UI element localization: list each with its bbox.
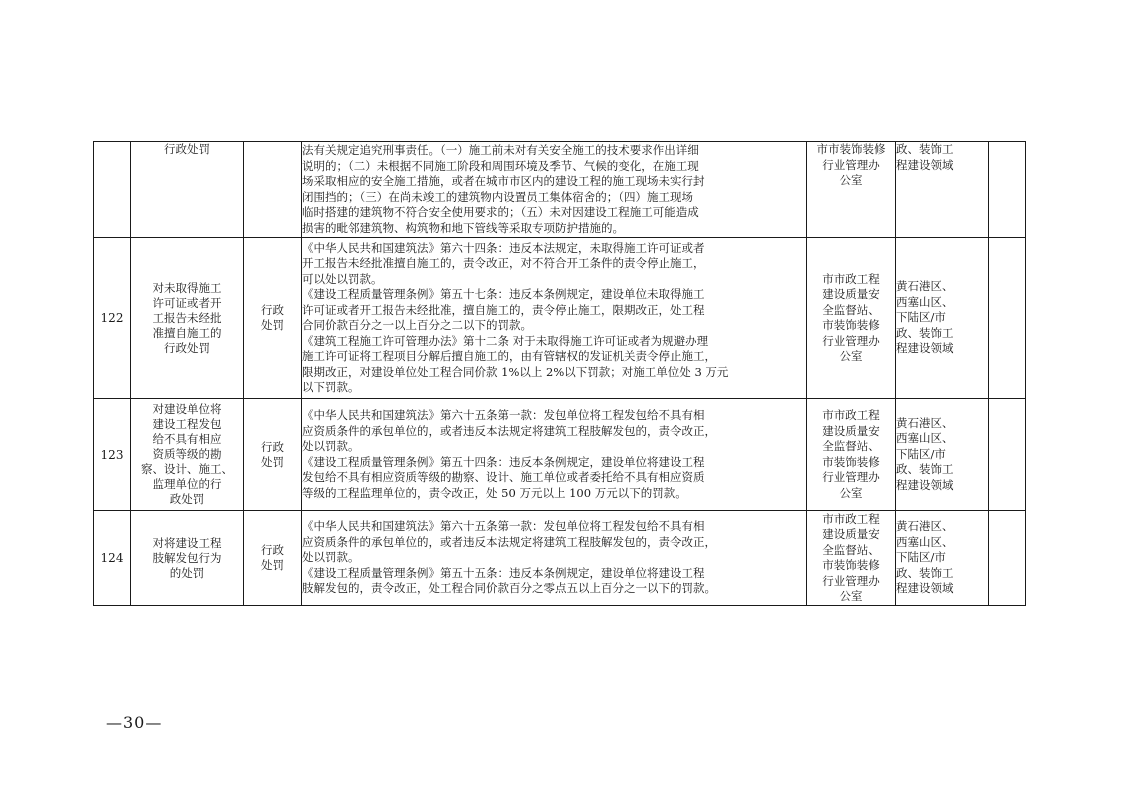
item-name: 对未取得施工 许可证或者开 工报告未经批 准擅自施工的 行政处罚: [152, 280, 222, 355]
penalty-type: 行政 处罚: [261, 303, 284, 332]
basis-paragraph: 《中华人民共和国建筑法》第六十四条：违反本法规定，未取得施工许可证或者 开工报告未经批准擅自施工的，责令改正，对不符合开工条件的责令停止施工， 可以处以罚款。: [302, 240, 705, 286]
penalty-table: [93, 141, 1026, 606]
item-name: 对建设单位将 建设工程发包 给不具有相应 资质等级的勘 察、设计、施工、 监理单位的行 政处罚: [141, 402, 233, 506]
basis-paragraph: 《中华人民共和国建筑法》第六十五条第一款：发包单位将工程发包给不具有相 应资质条件的承包单位的，或者违反本法规定将建筑工程肢解发包的，责令改正， 处以罚款。: [302, 519, 716, 565]
legal-basis: [302, 511, 807, 606]
remarks-cell: [989, 399, 1026, 511]
jurisdiction-area: 黄石港区、 西塞山区、 下陆区/市 政、装饰工 程建设领域: [896, 279, 954, 356]
basis-paragraph: 《建设工程质量管理条例》第五十四条：违反本条例规定，建设单位将建设工程 发包给不具有相应资质等级的勘察、设计、施工单位或者委托给不具有相应资质 等级的工程监理单位的，责令改正，处 50 万元以上 100 万元以下的罚款。: [302, 454, 705, 500]
responsible-department: 市市政工程 建设质量安 全监督站、 市装饰装修 行业管理办 公室: [822, 271, 880, 363]
table-row: [94, 142, 1026, 238]
responsible-department: 市市政工程 建设质量安 全监督站、 市装饰装修 行业管理办 公室: [822, 408, 880, 500]
item-name: 对将建设工程 肢解发包行为 的处罚: [152, 535, 222, 580]
remarks-cell: [989, 238, 1026, 399]
page-number: —30—: [106, 713, 163, 732]
jurisdiction-area: 黄石港区、 西塞山区、 下陆区/市 政、装饰工 程建设领域: [896, 519, 954, 596]
legal-basis: [302, 238, 807, 399]
item-name: 行政处罚: [164, 142, 210, 156]
table-row: [94, 238, 1026, 399]
remarks-cell: [989, 511, 1026, 606]
remarks-cell: [989, 142, 1026, 238]
penalty-type: 行政 处罚: [261, 543, 284, 572]
penalty-type: [244, 142, 302, 238]
basis-paragraph: 法有关规定追究刑事责任。（一）施工前未对有关安全施工的技术要求作出详细 说明的；（二）未根据不同施工阶段和周围环境及季节、气候的变化，在施工现 场采取相应的安全施工措施，或者在城市市区内的建设工程的施工现场未实行封 闭围挡的；（三）在尚未竣工的建筑物内设置员工集体宿舍的；（四）施工现场 临时搭建的建筑物不符合安全使用要求的；（五）未对因建设工程施工可能造成 损害的毗邻建筑物、构筑物和地下管线等采取专项防护措施的。: [302, 143, 705, 235]
penalty-type: 行政 处罚: [261, 439, 284, 469]
basis-paragraph: 《建筑工程施工许可管理办法》第十二条 对于未取得施工许可证或者为规避办理 施工许可证将工程项目分解后擅自施工的，由有管辖权的发证机关责令停止施工， 限期改正，对建设单位处工程合同价款 1%以上 2%以下罚款；对施工单位处 3 万元 以下罚款。: [302, 333, 729, 394]
row-number: 123: [94, 399, 131, 511]
legal-basis: [302, 142, 807, 238]
basis-paragraph: 《建设工程质量管理条例》第五十七条：违反本条例规定，建设单位未取得施工 许可证或者开工报告未经批准，擅自施工的，责令停止施工，限期改正，处工程 合同价款百分之一以上百分之二以下的罚款。: [302, 287, 705, 332]
basis-paragraph: 《建设工程质量管理条例》第五十五条：违反本条例规定，建设单位将建设工程 肢解发包的，责令改正，处工程合同价款百分之零点五以上百分之一以下的罚款。: [302, 565, 716, 596]
table-row: [94, 399, 1026, 511]
legal-basis: [302, 399, 807, 511]
responsible-department: 市市政工程 建设质量安 全监督站、 市装饰装修 行业管理办 公室: [822, 511, 880, 603]
responsible-department: 市市装饰装修 行业管理办 公室: [816, 142, 886, 187]
basis-paragraph: 《中华人民共和国建筑法》第六十五条第一款：发包单位将工程发包给不具有相 应资质条件的承包单位的，或者违反本法规定将建筑工程肢解发包的，责令改正， 处以罚款。: [302, 408, 716, 453]
row-number: [94, 142, 131, 238]
row-number: 124: [94, 511, 131, 606]
jurisdiction-area: 政、装饰工 程建设领域: [896, 142, 954, 172]
row-number: 122: [94, 238, 131, 399]
jurisdiction-area: 黄石港区、 西塞山区、 下陆区/市 政、装饰工 程建设领域: [896, 415, 954, 492]
table-row: [94, 511, 1026, 606]
